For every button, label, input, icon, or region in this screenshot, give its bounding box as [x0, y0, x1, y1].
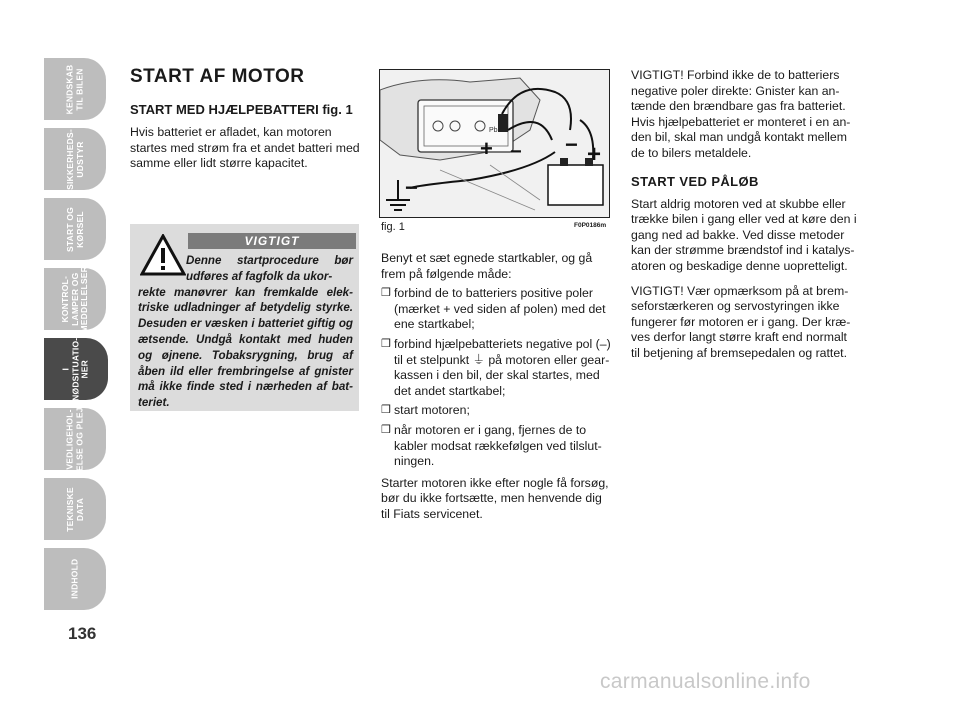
list-item: ❒ start motoren;: [381, 403, 470, 418]
procedure-intro: Benyt et sæt egnede startkabler, og gå frem på følgende måde:: [381, 251, 593, 281]
warning-label: VIGTIGT: [188, 233, 356, 249]
list-item: ❒ forbind hjælpebatteriets negative pol (–) til et stelpunkt ⏚ på motoren eller gear-kassen i den bil, der skal startes, med det andet startkabel;: [381, 336, 611, 398]
list-item: ❒ når motoren er i gang, fjernes de to kabler modsat rækkefølgen ved tilslut-ningen.: [381, 422, 602, 469]
checkbox-bullet-icon: ❒: [381, 404, 391, 417]
tab-tekniske-data[interactable]: TEKNISKE DATA: [44, 478, 106, 540]
paalob-text: Start aldrig motoren ved at skubbe eller trække bilen i gang eller ved at køre den i gang ned ad bakke. Ved disse metoder kan der strømme brændstof ind i katalys-atoren og beskadige denne uopretteligt.: [631, 196, 857, 273]
svg-text:−: −: [510, 141, 522, 163]
jump-start-figure: [379, 69, 610, 218]
checkbox-bullet-icon: ❒: [381, 337, 391, 350]
warning-text: [138, 253, 353, 411]
tab-kendskab[interactable]: KENDSKAB TIL BILEN: [44, 58, 106, 120]
warning-text-lead: Denne startprocedure bør udføres af fagfolk da ukor-: [186, 254, 353, 283]
tab-sikkerhed[interactable]: SIKKERHEDS- UDSTYR: [44, 128, 106, 190]
svg-text:+: +: [480, 136, 493, 161]
tab-start-korsel[interactable]: START OG KØRSEL: [44, 198, 106, 260]
page-number: 136: [68, 624, 97, 643]
section-heading-paalob: START VED PÅLØB: [631, 173, 759, 189]
page-title: START AF MOTOR: [130, 66, 305, 87]
procedure-closing: Starter motoren ikke efter nogle få forsøg, bør du ikke fortsætte, men henvende dig til Fiats servicenet.: [381, 475, 609, 521]
battery-cables-illustration: [380, 70, 609, 217]
tab-nodsituationer[interactable]: I NØDSITUATIO- NER: [44, 338, 108, 400]
important-note-2: VIGTIGT! Vær opmærksom på at brem-seforstærkeren og servostyringen ikke fungerer før motoren er i gang. Der kræ-ves derfor langt større kraft end normalt til betjening af bremsepedalen og rattet.: [631, 283, 851, 360]
tab-vedligeholdelse[interactable]: VEDLIGEHOL- DELSE OG PLEJE: [44, 408, 106, 470]
important-note-1: VIGTIGT! Forbind ikke de to batteriers negative poler direkte: Gnister kan an-tænde den brændbare gas fra batteriet. Hvis hjælpebatteriet er monteret i en an-den bil, skal man undgå kontakt mellem de to bilers metaldele.: [631, 68, 851, 160]
warning-text-rest: rekte manøvrer kan fremkalde elek-triske udladninger af betydelig styrke. Desuden er væsken i batteriet giftig og ætsende. Undgå kontakt med huden og øjnene. Tobaksrygning, brug af åben ild eller frembringelse af gnister må ikke finde sted i nærheden af bat-teriet.: [138, 285, 353, 410]
warning-box: [130, 224, 359, 411]
column-middle: [381, 251, 612, 527]
tab-kontrollamper[interactable]: KONTROL- LAMPER OG MEDDELELSER: [44, 268, 106, 330]
section-text: Hvis batteriet er afladet, kan motoren startes med strøm fra et andet batteri med samme eller lidt større kapacitet.: [130, 125, 360, 171]
figure-code: F0P0186m: [574, 222, 607, 229]
svg-text:+: +: [587, 141, 602, 168]
list-item: ❒ forbind de to batteriers positive poler (mærket + ved siden af polen) med det ene startkabel;: [381, 286, 606, 332]
checkbox-bullet-icon: ❒: [381, 287, 391, 300]
figure-caption: fig. 1: [381, 221, 405, 233]
svg-text:−: −: [565, 132, 578, 157]
tab-indhold[interactable]: INDHOLD: [44, 548, 106, 610]
column-left: [130, 66, 360, 172]
column-right: [631, 68, 859, 371]
section-heading: START MED HJÆLPEBATTERI fig. 1: [130, 102, 353, 117]
checkbox-bullet-icon: ❒: [381, 423, 391, 436]
svg-text:Pb: Pb: [489, 127, 498, 134]
watermark: carmanualsonline.info: [600, 670, 811, 693]
svg-text:−: −: [405, 175, 418, 200]
